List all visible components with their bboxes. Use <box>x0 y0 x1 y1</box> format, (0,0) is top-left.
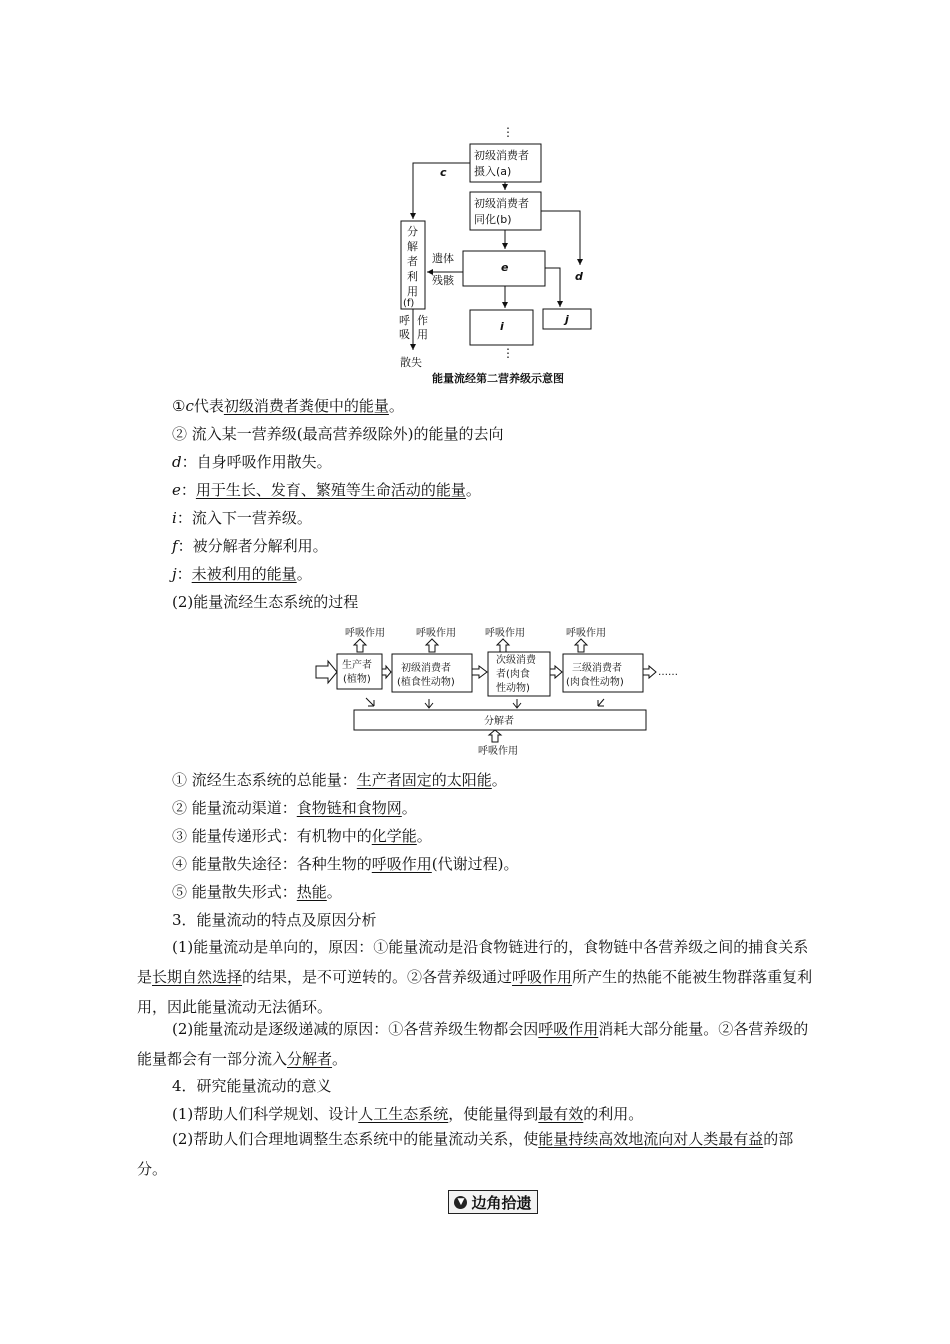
chain-ellipsis: …… <box>658 667 678 678</box>
section-badge <box>448 1190 538 1214</box>
process-item: ① 流经生态系统的总能量：生产者固定的太阳能。 <box>172 771 507 789</box>
resp-label-4: 呼吸作用 <box>566 628 606 639</box>
loss-label: 散失 <box>400 356 422 369</box>
resp-label-2: 呼吸作用 <box>416 628 456 639</box>
tertiary-label-2: (肉食性动物) <box>566 677 624 688</box>
section2-title: (2)能量流经生态系统的过程 <box>172 593 359 611</box>
down-arrow-1 <box>366 698 374 706</box>
decomposer-char-5: 用 <box>407 285 418 298</box>
c-definition-line: ①c代表初级消费者粪便中的能量。 <box>172 397 404 415</box>
decomposer-resp-label: 呼吸作用 <box>478 746 518 757</box>
badge-label: 边角拾遗 <box>471 1193 532 1212</box>
bottom-dots: ⋮ <box>502 346 514 360</box>
secondary-label-2: 者(肉食 <box>496 669 530 680</box>
intake-label-1: 初级消费者 <box>474 149 529 162</box>
decomposer-resp-arrow <box>489 730 501 742</box>
ecosystem-energy-flow-diagram <box>312 622 692 760</box>
secondary-label-1: 次级消费 <box>496 655 536 666</box>
producer-label-1: 生产者 <box>342 660 372 671</box>
unidirectional-paragraph: (1)能量流动是单向的，原因：①能量流动是沿食物链进行的，食物链中各营养级之间的捕食关系是长期自然选择的结果，是不可逆转的。②各营养级通过呼吸作用所产生的热能不能被生物群落重复利用，因此能量流动无法循环。 <box>137 938 813 1016</box>
down-arrow-4 <box>598 699 604 706</box>
d-line: d：自身呼吸作用散失。 <box>172 453 332 471</box>
energy-flow-second-level-diagram <box>390 125 610 387</box>
resp-arrow-2 <box>426 639 438 652</box>
i-line: i：流入下一营养级。 <box>172 509 312 527</box>
resp-arrow-4 <box>575 639 587 652</box>
producer-label-2: (植物) <box>343 674 371 685</box>
f-line: f：被分解者分解利用。 <box>172 537 328 555</box>
down-arrow-3 <box>513 699 521 708</box>
section4-title: 4．研究能量流动的意义 <box>172 1077 332 1095</box>
tertiary-label-1: 三级消费者 <box>572 663 622 674</box>
decomposer-char-2: 解 <box>407 240 418 253</box>
down-arrow-2 <box>425 699 433 708</box>
resp-arrow-1 <box>354 639 366 652</box>
decomposer-label: 分解者 <box>484 716 514 727</box>
decomposer-char-1: 分 <box>407 225 418 238</box>
process-item: ⑤ 能量散失形式：热能。 <box>172 883 342 901</box>
resp-label-3: 呼吸作用 <box>485 628 525 639</box>
diagram1-caption: 能量流经第二营养级示意图 <box>432 372 564 385</box>
process-item: ③ 能量传递形式：有机物中的化学能。 <box>172 827 432 845</box>
label-e: e <box>501 261 509 274</box>
label-j: j <box>565 313 569 326</box>
energy-destination-heading: ② 流入某一营养级(最高营养级除外)的能量的去向 <box>172 425 504 443</box>
assim-label-1: 初级消费者 <box>474 197 529 210</box>
remains-label-1: 遗体 <box>432 252 454 265</box>
chevron-down-icon: ▼ <box>454 1196 467 1209</box>
label-c: c <box>440 166 447 179</box>
section3-title: 3．能量流动的特点及原因分析 <box>172 911 377 929</box>
primary-label-2: (植食性动物) <box>397 677 455 688</box>
assim-label-2: 同化(b) <box>474 213 512 226</box>
input-arrow <box>316 661 337 683</box>
process-item: ② 能量流动渠道：食物链和食物网。 <box>172 799 417 817</box>
secondary-label-3: 性动物) <box>496 683 530 694</box>
top-dots: ⋮ <box>502 125 514 139</box>
e-line: e：用于生长、发育、繁殖等生命活动的能量。 <box>172 481 481 499</box>
resp-left-2: 吸 <box>399 328 410 341</box>
primary-label-1: 初级消费者 <box>401 663 451 674</box>
process-item: ④ 能量散失途径：各种生物的呼吸作用(代谢过程)。 <box>172 855 519 873</box>
resp-arrow-3 <box>497 639 509 652</box>
resp-left-1: 呼 <box>399 314 410 327</box>
resp-label-1: 呼吸作用 <box>345 628 385 639</box>
decomposer-char-3: 者 <box>407 255 418 268</box>
j-line: j：未被利用的能量。 <box>172 565 312 583</box>
resp-right-1: 作 <box>417 314 428 327</box>
decreasing-paragraph: (2)能量流动是逐级递减的原因：①各营养级生物都会因呼吸作用消耗大部分能量。②各营养级的能量都会有一部分流入分解者。 <box>137 1020 809 1068</box>
significance-item-2: (2)帮助人们合理地调整生态系统中的能量流动关系，使能量持续高效地流向对人类最有益的部分。 <box>137 1130 794 1178</box>
remains-label-2: 残骸 <box>432 274 454 287</box>
decomposer-char-4: 利 <box>407 270 418 283</box>
intake-label-2: 摄入(a) <box>474 165 512 178</box>
decomposer-char-6: (f) <box>403 298 415 309</box>
label-d: d <box>575 270 583 283</box>
resp-right-2: 用 <box>417 328 428 341</box>
label-i: i <box>500 320 504 333</box>
significance-item-1: (1)帮助人们科学规划、设计人工生态系统，使能量得到最有效的利用。 <box>172 1105 644 1123</box>
